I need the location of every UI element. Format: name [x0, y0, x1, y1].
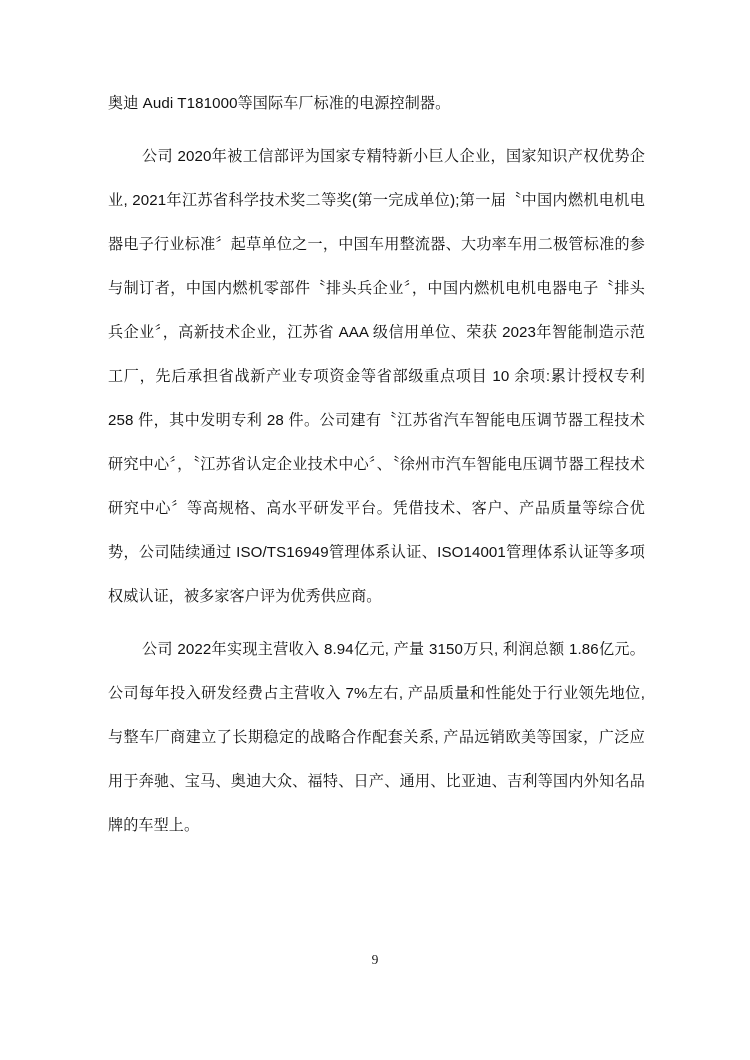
paragraph-honors: 公司 2020年被工信部评为国家专精特新小巨人企业，国家知识产权优势企业, 2021年江苏省科学技术奖二等奖(第一完成单位);第一届〝中国内燃机电机电器电子行业标准〞起草单位之一，中国车用整流器、大功率车用二极管标准的参与制订者，中国内燃机零部件〝排头兵企业〞，中国内燃机电机电器电子〝排头兵企业〞，高新技术企业，江苏省 AAA 级信用单位、荣获 2023年智能制造示范工厂，先后承担省战新产业专项资金等省部级重点项目 10 余项:累计授权专利 258 件，其中发明专利 28 件。公司建有〝江苏省汽车智能电压调节器工程技术研究中心〞，〝江苏省认定企业技术中心〞、〝徐州市汽车智能电压调节器工程技术研究中心〞等高规格、高水平研发平台。凭借技术、客户、产品质量等综合优势，公司陆续通过 ISO/TS16949管理体系认证、ISO14001管理体系认证等多项权威认证，被多家客户评为优秀供应商。: [108, 148, 645, 605]
paragraph-continued: 奥迪 Audi T181000等国际车厂标准的电源控制器。: [108, 95, 451, 112]
page-number: 9: [371, 952, 379, 967]
paragraph-revenue: 公司 2022年实现主营收入 8.94亿元, 产量 3150万只, 利润总额 1.86亿元。公司每年投入研发经费占主营收入 7%左右, 产品质量和性能处于行业领先地位, 与整车厂商建立了长期稳定的战略合作配套关系, 产品远销欧美等国家，广泛应用于奔驰、宝马、奥迪大众、福特、日产、通用、比亚迪、吉利等国内外知名品牌的车型上。: [108, 641, 645, 834]
page-body: [108, 82, 645, 848]
paragraph-spacer: [108, 619, 645, 628]
paragraph-spacer: [108, 126, 645, 135]
